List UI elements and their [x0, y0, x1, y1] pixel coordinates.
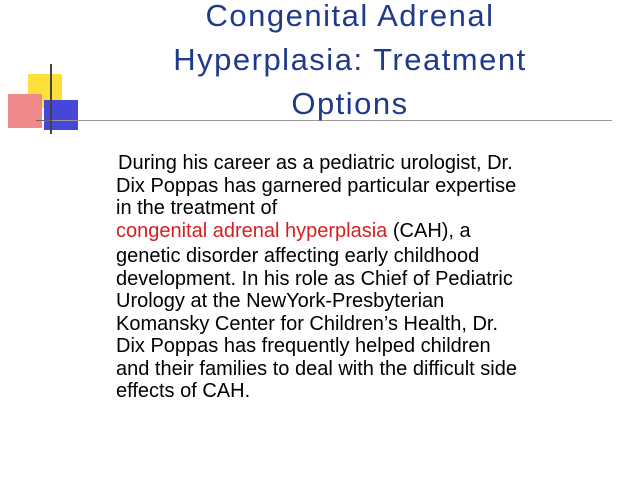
title-line-1: Congenital Adrenal	[205, 0, 495, 33]
body-line: Dix Poppas has garnered particular expertise	[116, 174, 517, 197]
body-line: Dix Poppas has frequently helped children	[116, 335, 491, 357]
cah-link[interactable]: congenital adrenal hyperplasia	[116, 219, 388, 242]
title-line-2: Hyperplasia: Treatment	[173, 42, 527, 77]
title-line-3: Options	[291, 86, 409, 121]
decorative-squares-logo	[0, 0, 100, 140]
vertical-accent-line	[50, 64, 52, 134]
body-line: effects of CAH.	[116, 380, 251, 402]
body-line-with-link	[116, 220, 626, 243]
body-paragraph	[116, 152, 626, 403]
body-line: Urology at the NewYork-Presbyterian	[116, 290, 445, 312]
red-square	[8, 94, 42, 128]
body-line: During his career as a pediatric urologist, Dr.	[118, 152, 513, 174]
body-line-tail: (CAH), a	[387, 219, 471, 242]
slide-title	[100, 0, 600, 126]
body-line: in the treatment of	[116, 197, 278, 219]
body-line: and their families to deal with the difficult side	[116, 357, 517, 380]
body-line: genetic disorder affecting early childhood	[116, 245, 480, 267]
body-line: Komansky Center for Children’s Health, Dr.	[116, 312, 499, 335]
body-line: development. In his role as Chief of Pediatric	[116, 267, 513, 290]
